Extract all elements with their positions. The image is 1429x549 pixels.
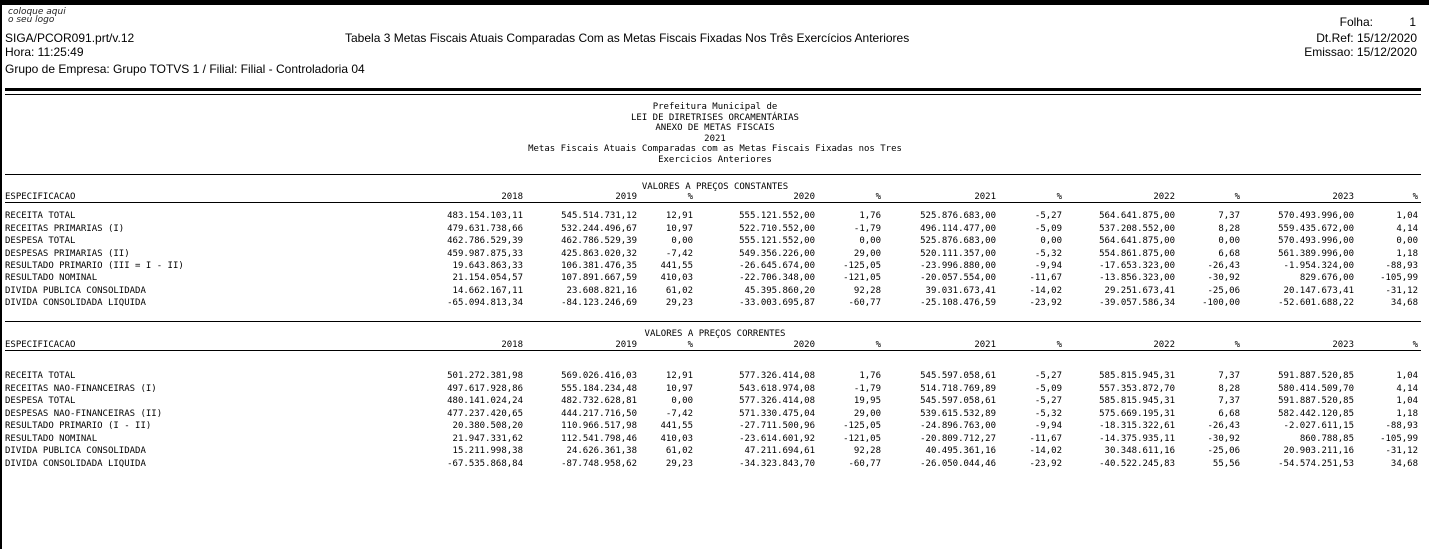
row-value: 34,68 — [1390, 459, 1418, 469]
row-value: 1,18 — [1396, 409, 1418, 419]
reference-date: Dt.Ref: 15/12/2020 — [1316, 31, 1417, 45]
left-border — [0, 0, 2, 549]
row-value: 559.435.672,00 — [1278, 224, 1354, 234]
header-cell: 2023 — [1332, 340, 1354, 350]
row-value: 45.395.860,20 — [744, 286, 815, 296]
row-value: -105,99 — [1380, 434, 1418, 444]
row-value: 585.815.945,31 — [1099, 371, 1175, 381]
row-value: 557.353.872,70 — [1099, 384, 1175, 394]
row-value: 110.966.517,98 — [561, 421, 637, 431]
row-value: -26,43 — [1207, 421, 1240, 431]
row-value: -7,42 — [665, 409, 693, 419]
row-value: -5,32 — [1034, 409, 1062, 419]
row-label: DESPESAS NAO-FINANCEIRAS (II) — [5, 409, 163, 419]
row-label: RESULTADO NOMINAL — [5, 273, 98, 283]
row-value: 570.493.996,00 — [1278, 236, 1354, 246]
municipality-line: Prefeitura Municipal de — [652, 102, 778, 112]
table-row — [5, 298, 1425, 308]
row-value: -23,92 — [1029, 459, 1062, 469]
row-value: 497.617.928,86 — [447, 384, 523, 394]
table-row — [5, 224, 1425, 234]
row-value: 1,76 — [859, 371, 881, 381]
row-value: 20.903.211,16 — [1283, 446, 1354, 456]
row-value: 8,28 — [1218, 224, 1240, 234]
row-label: DESPESA TOTAL — [5, 396, 76, 406]
row-value: 480.141.024,24 — [447, 396, 523, 406]
subtitle-line-2: Exercicios Anteriores — [658, 154, 772, 165]
row-value: 6,68 — [1218, 409, 1240, 419]
row-value: 40.495.361,16 — [925, 446, 996, 456]
report-header — [5, 8, 1419, 80]
row-value: 570.493.996,00 — [1278, 211, 1354, 221]
row-value: 462.786.529,39 — [561, 236, 637, 246]
row-label: RECEITA TOTAL — [5, 371, 76, 381]
row-value: 1,04 — [1396, 371, 1418, 381]
row-value: -18.315.322,61 — [1099, 421, 1175, 431]
row-label: DESPESAS PRIMARIAS (II) — [5, 249, 130, 259]
table-row — [5, 396, 1425, 406]
row-value: 1,04 — [1396, 211, 1418, 221]
table-row — [5, 211, 1425, 221]
row-value: -14,02 — [1029, 286, 1062, 296]
row-value: 19,95 — [853, 396, 881, 406]
row-value: 0,00 — [1040, 236, 1062, 246]
row-value: 561.389.996,00 — [1278, 249, 1354, 259]
row-value: 0,00 — [671, 396, 693, 406]
row-value: 61,02 — [665, 286, 693, 296]
row-value: -60,77 — [848, 459, 881, 469]
row-value: 20.380.508,20 — [452, 421, 523, 431]
row-value: -9,94 — [1034, 261, 1062, 271]
row-value: 21.154.054,57 — [452, 273, 523, 283]
row-value: 29.251.673,41 — [1104, 286, 1175, 296]
row-value: 61,02 — [665, 446, 693, 456]
row-value: -5,27 — [1034, 371, 1062, 381]
row-value: 4,14 — [1396, 224, 1418, 234]
emission-date: Emissao: 15/12/2020 — [1304, 45, 1417, 59]
row-value: 582.442.120,85 — [1278, 409, 1354, 419]
header-cell: % — [1056, 192, 1062, 202]
table-row — [5, 236, 1425, 246]
row-value: 829.676,00 — [1299, 273, 1354, 283]
table-row — [5, 261, 1425, 271]
header-cell: % — [687, 340, 693, 350]
row-value: -88,93 — [1385, 261, 1418, 271]
row-value: 459.987.875,33 — [447, 249, 523, 259]
row-value: -105,99 — [1380, 273, 1418, 283]
row-value: -20.809.712,27 — [920, 434, 996, 444]
row-value: -26,43 — [1207, 261, 1240, 271]
row-label: RECEITA TOTAL — [5, 211, 76, 221]
section-separator — [5, 321, 1421, 322]
row-value: 577.326.414,08 — [739, 396, 815, 406]
row-value: 20.147.673,41 — [1283, 286, 1354, 296]
table-row — [5, 286, 1425, 296]
row-value: -88,93 — [1385, 421, 1418, 431]
row-value: 483.154.103,11 — [447, 211, 523, 221]
row-value: 555.121.552,00 — [739, 211, 815, 221]
header-cell: % — [1056, 340, 1062, 350]
row-value: 92,28 — [853, 446, 881, 456]
row-value: 577.326.414,08 — [739, 371, 815, 381]
table-row — [5, 446, 1425, 456]
row-value: 575.669.195,31 — [1099, 409, 1175, 419]
row-value: 545.514.731,12 — [561, 211, 637, 221]
row-value: 537.208.552,00 — [1099, 224, 1175, 234]
row-label: DIVIDA CONSOLIDADA LIQUIDA — [5, 459, 146, 469]
row-value: 30.348.611,16 — [1104, 446, 1175, 456]
row-value: 539.615.532,89 — [920, 409, 996, 419]
company-group: Grupo de Empresa: Grupo TOTVS 1 / Filial: Filial - Controladoria 04 — [5, 62, 365, 76]
row-value: 591.887.520,85 — [1278, 396, 1354, 406]
row-label: DIVIDA PUBLICA CONSOLIDADA — [5, 446, 146, 456]
row-value: -84.123.246,69 — [561, 298, 637, 308]
row-value: 425.863.020,32 — [561, 249, 637, 259]
row-value: -67.535.868,84 — [447, 459, 523, 469]
row-value: 555.184.234,48 — [561, 384, 637, 394]
row-value: 0,00 — [859, 236, 881, 246]
header-cell: 2019 — [615, 192, 637, 202]
row-value: -30,92 — [1207, 273, 1240, 283]
row-value: 10,97 — [665, 224, 693, 234]
row-value: 462.786.529,39 — [447, 236, 523, 246]
row-value: 29,23 — [665, 298, 693, 308]
row-value: 1,18 — [1396, 249, 1418, 259]
table-row — [5, 273, 1425, 283]
header-cell: 2020 — [793, 192, 815, 202]
row-value: -1.954.324,00 — [1283, 261, 1354, 271]
row-value: -26.645.674,00 — [739, 261, 815, 271]
row-value: -52.601.688,22 — [1278, 298, 1354, 308]
row-value: 15.211.998,38 — [452, 446, 523, 456]
row-value: -2.027.611,15 — [1283, 421, 1354, 431]
row-value: -5,32 — [1034, 249, 1062, 259]
row-value: 8,28 — [1218, 384, 1240, 394]
row-value: 860.788,85 — [1299, 434, 1354, 444]
table-row — [5, 249, 1425, 259]
row-value: 532.244.496,67 — [561, 224, 637, 234]
row-value: -25,06 — [1207, 446, 1240, 456]
row-value: -14.375.935,11 — [1099, 434, 1175, 444]
row-value: -30,92 — [1207, 434, 1240, 444]
row-value: 1,04 — [1396, 396, 1418, 406]
row-label: DESPESA TOTAL — [5, 236, 76, 246]
header-especificacao: ESPECIFICACAO — [5, 192, 76, 202]
table-row — [5, 371, 1425, 381]
row-value: 0,00 — [1218, 236, 1240, 246]
year-line: 2021 — [704, 133, 726, 144]
row-value: -7,42 — [665, 249, 693, 259]
row-value: -39.057.586,34 — [1099, 298, 1175, 308]
row-value: -65.094.813,34 — [447, 298, 523, 308]
row-value: -9,94 — [1034, 421, 1062, 431]
row-value: 39.031.673,41 — [925, 286, 996, 296]
row-value: 410,03 — [660, 273, 693, 283]
row-value: -25,06 — [1207, 286, 1240, 296]
row-value: 545.597.058,61 — [920, 396, 996, 406]
row-value: 107.891.667,59 — [561, 273, 637, 283]
report-titles — [5, 102, 1425, 166]
row-value: -34.323.843,70 — [739, 459, 815, 469]
row-value: -40.522.245,83 — [1099, 459, 1175, 469]
table-row — [5, 409, 1425, 419]
row-value: 0,00 — [1396, 236, 1418, 246]
row-value: 12,91 — [665, 371, 693, 381]
row-value: 520.111.357,00 — [920, 249, 996, 259]
row-value: -31,12 — [1385, 286, 1418, 296]
header-cell: % — [1412, 192, 1418, 202]
row-value: -125,05 — [843, 421, 881, 431]
row-value: 585.815.945,31 — [1099, 396, 1175, 406]
row-label: RESULTADO NOMINAL — [5, 434, 98, 444]
top-border — [0, 0, 1429, 5]
row-value: 580.414.509,70 — [1278, 384, 1354, 394]
row-value: 21.947.331,62 — [452, 434, 523, 444]
row-label: RECEITAS NAO-FINANCEIRAS (I) — [5, 384, 157, 394]
header-separator — [5, 88, 1421, 91]
row-value: -1,79 — [853, 384, 881, 394]
row-value: -25.108.476,59 — [920, 298, 996, 308]
row-value: 10,97 — [665, 384, 693, 394]
row-value: -1,79 — [853, 224, 881, 234]
row-value: 549.356.226,00 — [739, 249, 815, 259]
row-value: -24.896.763,00 — [920, 421, 996, 431]
law-line: LEI DE DIRETRISES ORCAMENTÁRIAS — [631, 112, 799, 123]
row-value: 479.631.738,66 — [447, 224, 523, 234]
row-value: -100,00 — [1202, 298, 1240, 308]
row-value: -5,27 — [1034, 396, 1062, 406]
row-value: 92,28 — [853, 286, 881, 296]
row-value: -13.856.323,00 — [1099, 273, 1175, 283]
annex-line: ANEXO DE METAS FISCAIS — [655, 123, 775, 134]
row-label: RECEITAS PRIMARIAS (I) — [5, 224, 125, 234]
header-cell: 2021 — [974, 192, 996, 202]
header-cell: % — [1412, 340, 1418, 350]
row-value: -11,67 — [1029, 273, 1062, 283]
row-label: RESULTADO PRIMARIO (I - II) — [5, 421, 152, 431]
row-value: -20.057.554,00 — [920, 273, 996, 283]
row-label: DIVIDA CONSOLIDADA LIQUIDA — [5, 298, 146, 308]
logo-line-1: coloque aqui — [8, 7, 66, 17]
subtitle-line-1: Metas Fiscais Atuais Comparadas com as Metas Fiscais Fixadas nos Tres — [528, 144, 902, 155]
header-cell: % — [875, 340, 881, 350]
row-value: 571.330.475,04 — [739, 409, 815, 419]
folha-value: 1 — [1409, 15, 1416, 29]
header-cell: 2020 — [793, 340, 815, 350]
row-value: 7,37 — [1218, 371, 1240, 381]
folha-label: Folha: — [1339, 15, 1373, 29]
program-id: SIGA/PCOR091.prt/v.12 — [5, 31, 135, 45]
report-time: Hora: 11:25:49 — [5, 45, 84, 59]
row-value: 555.121.552,00 — [739, 236, 815, 246]
header-cell: 2023 — [1332, 192, 1354, 202]
header-cell: 2018 — [501, 340, 523, 350]
row-value: -23.996.880,00 — [920, 261, 996, 271]
row-value: 514.718.769,89 — [920, 384, 996, 394]
row-label: RESULTADO PRIMARIO (III = I - II) — [5, 261, 184, 271]
row-value: 12,91 — [665, 211, 693, 221]
table-row — [5, 384, 1425, 394]
row-value: -17.653.323,00 — [1099, 261, 1175, 271]
row-value: 7,37 — [1218, 211, 1240, 221]
row-value: 569.026.416,03 — [561, 371, 637, 381]
row-value: 24.626.361,38 — [566, 446, 637, 456]
row-value: -87.748.958,62 — [561, 459, 637, 469]
row-value: 106.381.476,35 — [561, 261, 637, 271]
table-header-underline — [5, 350, 1421, 351]
row-value: -121,05 — [843, 434, 881, 444]
row-label: DIVIDA PUBLICA CONSOLIDADA — [5, 286, 146, 296]
row-value: 23.608.821,16 — [566, 286, 637, 296]
row-value: -54.574.251,53 — [1278, 459, 1354, 469]
section-title: VALORES A PREÇOS CORRENTES — [644, 329, 786, 339]
header-cell: 2022 — [1153, 340, 1175, 350]
row-value: 496.114.477,00 — [920, 224, 996, 234]
section-title: VALORES A PREÇOS CONSTANTES — [641, 182, 789, 192]
row-value: 525.876.683,00 — [920, 211, 996, 221]
row-value: 1,76 — [859, 211, 881, 221]
row-value: 4,14 — [1396, 384, 1418, 394]
row-value: 477.237.420,65 — [447, 409, 523, 419]
row-value: -23,92 — [1029, 298, 1062, 308]
row-value: -23.614.601,92 — [739, 434, 815, 444]
row-value: -26.050.044,46 — [920, 459, 996, 469]
row-value: 482.732.628,81 — [561, 396, 637, 406]
row-value: 564.641.875,00 — [1099, 211, 1175, 221]
row-value: 543.618.974,08 — [739, 384, 815, 394]
row-value: 7,37 — [1218, 396, 1240, 406]
row-value: -27.711.500,96 — [739, 421, 815, 431]
row-value: 522.710.552,00 — [739, 224, 815, 234]
row-value: -121,05 — [843, 273, 881, 283]
header-cell: 2021 — [974, 340, 996, 350]
table-row — [5, 421, 1425, 431]
row-value: 501.272.381,98 — [447, 371, 523, 381]
header-cell: % — [1234, 340, 1240, 350]
row-value: 19.643.863,33 — [452, 261, 523, 271]
row-value: 112.541.798,46 — [561, 434, 637, 444]
row-value: -14,02 — [1029, 446, 1062, 456]
row-value: -5,09 — [1034, 384, 1062, 394]
titles-underline — [5, 174, 1421, 175]
header-especificacao: ESPECIFICACAO — [5, 340, 76, 350]
row-value: -125,05 — [843, 261, 881, 271]
table-header-row — [5, 340, 1425, 350]
row-value: -33.003.695,87 — [739, 298, 815, 308]
header-cell: % — [875, 192, 881, 202]
table-header-underline — [5, 202, 1421, 203]
row-value: -5,27 — [1034, 211, 1062, 221]
row-value: -31,12 — [1385, 446, 1418, 456]
row-value: -11,67 — [1029, 434, 1062, 444]
table-row — [5, 459, 1425, 469]
row-value: 29,00 — [853, 249, 881, 259]
logo-line-2: o seu logo — [8, 15, 55, 25]
header-cell: 2018 — [501, 192, 523, 202]
header-cell: % — [687, 192, 693, 202]
row-value: 554.861.875,00 — [1099, 249, 1175, 259]
row-value: 6,68 — [1218, 249, 1240, 259]
row-value: 29,23 — [665, 459, 693, 469]
row-value: 441,55 — [660, 421, 693, 431]
row-value: 55,56 — [1212, 459, 1240, 469]
row-value: 0,00 — [671, 236, 693, 246]
row-value: 444.217.716,50 — [561, 409, 637, 419]
row-value: 591.887.520,85 — [1278, 371, 1354, 381]
header-cell: 2019 — [615, 340, 637, 350]
table-row — [5, 434, 1425, 444]
row-value: 34,68 — [1390, 298, 1418, 308]
table-header-row — [5, 192, 1425, 202]
row-value: 545.597.058,61 — [920, 371, 996, 381]
row-value: -5,09 — [1034, 224, 1062, 234]
report-title: Tabela 3 Metas Fiscais Atuais Comparadas Com as Metas Fiscais Fixadas Nos Três Exercícios Anteriores — [345, 31, 910, 45]
header-separator-thin — [5, 94, 1421, 95]
row-value: 29,00 — [853, 409, 881, 419]
header-cell: % — [1234, 192, 1240, 202]
company-logo — [8, 8, 66, 24]
row-value: 14.662.167,11 — [452, 286, 523, 296]
row-value: -22.706.348,00 — [739, 273, 815, 283]
header-cell: 2022 — [1153, 192, 1175, 202]
row-value: 410,03 — [660, 434, 693, 444]
row-value: 525.876.683,00 — [920, 236, 996, 246]
row-value: 564.641.875,00 — [1099, 236, 1175, 246]
row-value: 47.211.694,61 — [744, 446, 815, 456]
row-value: 441,55 — [660, 261, 693, 271]
row-value: -60,77 — [848, 298, 881, 308]
